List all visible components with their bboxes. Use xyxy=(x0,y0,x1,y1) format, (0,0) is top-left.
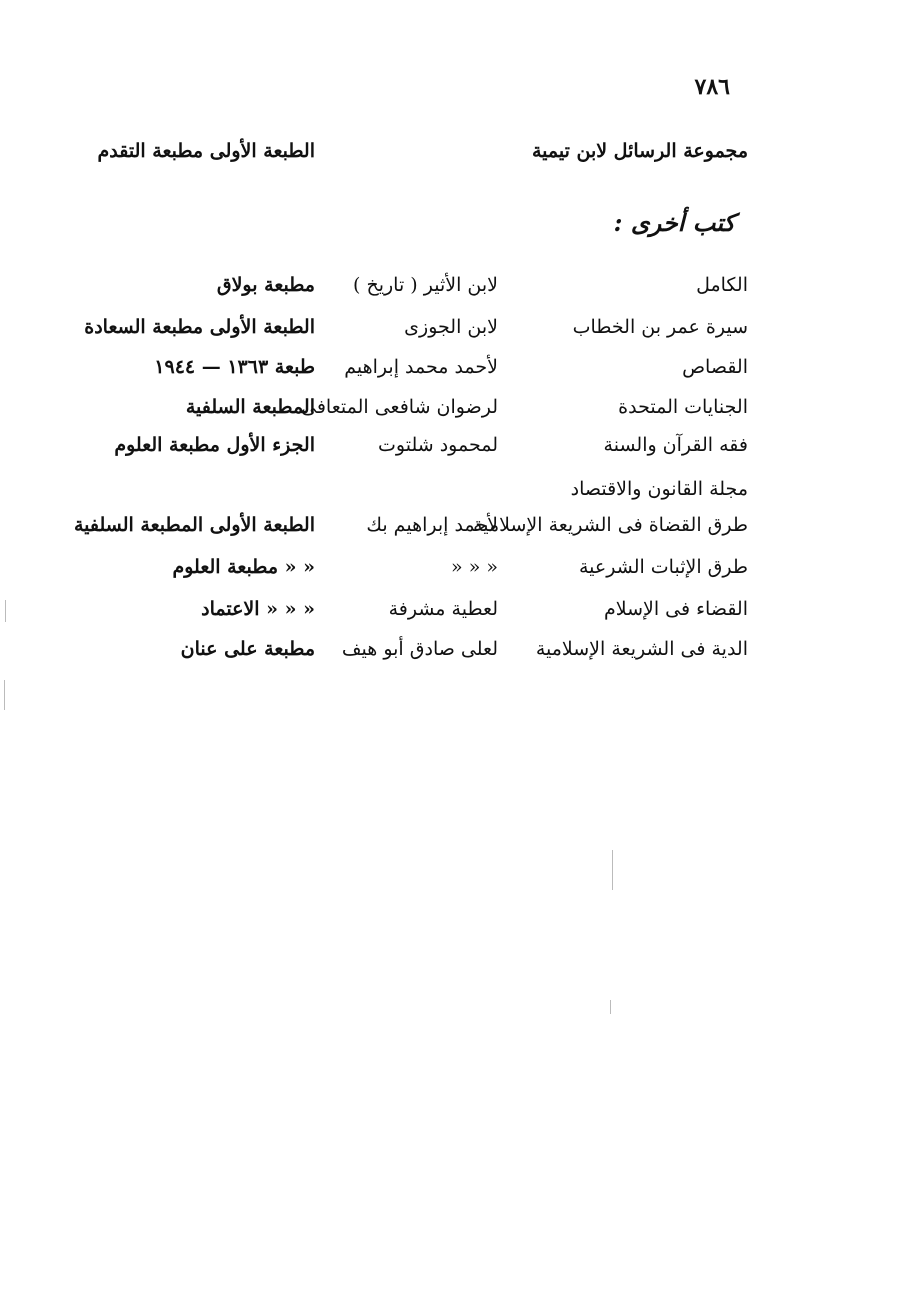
book-row xyxy=(73,508,760,548)
book-author: لأحمد محمد إبراهيم xyxy=(344,356,498,378)
book-title: سيرة عمر بن الخطاب xyxy=(572,316,748,338)
book-row xyxy=(90,592,760,632)
book-author: لابن الأثير ( تاريخ ) xyxy=(353,274,498,296)
book-row xyxy=(90,632,760,672)
book-edition: المطبعة السلفية xyxy=(185,396,315,418)
header-edition: الطبعة الأولى مطبعة التقدم xyxy=(97,140,315,162)
book-title: الكامل xyxy=(696,274,748,296)
scan-mark xyxy=(612,850,613,890)
book-edition: الطبعة الأولى مطبعة السعادة xyxy=(84,316,315,338)
book-title: القصاص xyxy=(682,356,748,378)
book-author: لرضوان شافعى المتعافى xyxy=(301,396,498,418)
book-title: فقه القرآن والسنة xyxy=(603,434,748,456)
book-title: الدية فى الشريعة الإسلامية xyxy=(535,638,748,660)
book-author: لمحمود شلتوت xyxy=(378,434,498,456)
book-edition: مطبعة على عنان xyxy=(180,638,315,660)
header-title: مجموعة الرسائل لابن تيمية xyxy=(531,140,748,162)
book-row xyxy=(90,550,760,590)
book-title: الجنايات المتحدة xyxy=(618,396,748,418)
book-row xyxy=(90,472,760,512)
book-author: « « « xyxy=(451,556,498,578)
scan-mark xyxy=(4,680,5,710)
book-title: طرق القضاة فى الشريعة الإسلامية xyxy=(473,514,748,536)
book-title: طرق الإثبات الشرعية xyxy=(579,556,748,578)
book-author: لابن الجوزى xyxy=(404,316,498,338)
scan-mark xyxy=(610,1000,611,1014)
book-edition: « « « الاعتماد xyxy=(201,598,315,620)
header-row xyxy=(90,134,760,174)
book-edition: « « مطبعة العلوم xyxy=(172,556,315,578)
book-edition: الطبعة الأولى المطبعة السلفية xyxy=(73,514,315,536)
book-author: لعلى صادق أبو هيف xyxy=(341,638,498,660)
book-row xyxy=(90,350,760,390)
page-number: ٧٨٦ xyxy=(694,74,730,100)
section-heading: كتب أخرى : xyxy=(613,208,735,237)
book-row xyxy=(84,310,760,350)
book-row xyxy=(90,390,760,430)
scan-mark xyxy=(5,600,6,622)
book-title: مجلة القانون والاقتصاد xyxy=(570,478,748,500)
book-edition: الجزء الأول مطبعة العلوم xyxy=(114,434,315,456)
book-row xyxy=(90,428,760,468)
book-row xyxy=(90,268,760,308)
book-edition: مطبعة بولاق xyxy=(216,274,315,296)
book-edition: طبعة ١٣٦٣ — ١٩٤٤ xyxy=(154,356,315,378)
book-author: لأحمد إبراهيم بك xyxy=(366,514,498,536)
book-author: لعطية مشرفة xyxy=(388,598,498,620)
book-title: القضاء فى الإسلام xyxy=(603,598,748,620)
